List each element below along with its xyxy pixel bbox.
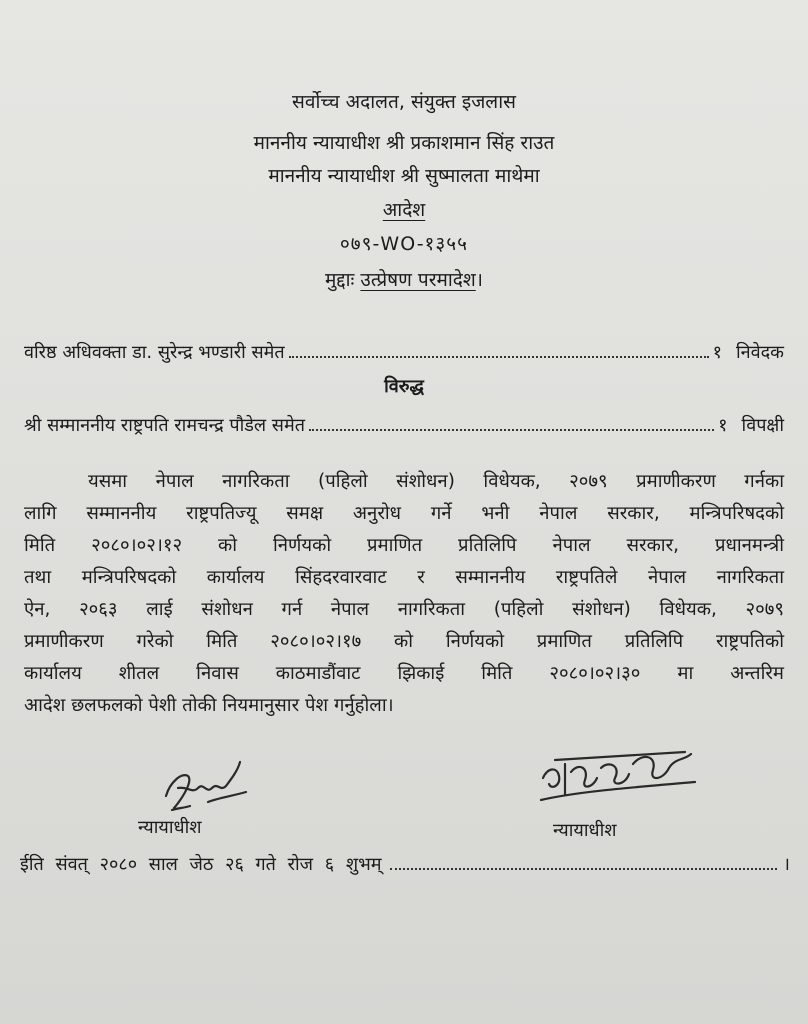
left-judge-label: न्यायाधीश bbox=[138, 817, 202, 838]
body-line: मिति २०८०।०२।१२ को निर्णयको प्रमाणित प्रतिलिपि नेपाल सरकार, प्रधानमन्त्री bbox=[24, 535, 784, 556]
subject-end: । bbox=[475, 269, 483, 291]
respondent-count: १ bbox=[718, 415, 728, 436]
respondent-role: विपक्षी bbox=[741, 415, 784, 436]
body-line: लागि सम्माननीय राष्ट्रपतिज्यू समक्ष अनुरोध गर्ने भनी नेपाल सरकार, मन्त्रिपरिषदको bbox=[24, 503, 784, 524]
body-line: प्रमाणीकरण गरेको मिति २०८०।०२।१७ को निर्णयको प्रमाणित प्रतिलिपि राष्ट्रपतिको bbox=[24, 631, 784, 652]
petitioner-role: निवेदक bbox=[735, 342, 784, 363]
petitioner-count: १ bbox=[712, 342, 722, 363]
order-title: आदेश bbox=[382, 199, 426, 221]
respondent-name: श्री सम्माननीय राष्ट्रपति रामचन्द्र पौडेल समेत bbox=[24, 415, 306, 436]
versus-label: विरुद्ध bbox=[384, 376, 424, 397]
footer-date: ईति संवत् २०८० साल जेठ २६ गते रोज ६ शुभम् bbox=[20, 854, 382, 875]
subject-line bbox=[0, 266, 808, 292]
judge-line-1: माननीय न्यायाधीश श्री प्रकाशमान सिंह राउत bbox=[253, 132, 555, 154]
right-signature-image bbox=[535, 738, 705, 814]
subject-text: उत्प्रेषण परमादेश bbox=[360, 269, 476, 291]
body-line: तथा मन्त्रिपरिषदको कार्यालय सिंहदरवारवाट र सम्माननीय राष्ट्रपतिले नेपाल नागरिकता bbox=[24, 567, 784, 588]
court-name: सर्वोच्च अदालत, संयुक्त इजलास bbox=[292, 91, 516, 113]
right-judge-label: न्यायाधीश bbox=[553, 820, 617, 841]
petitioner-name: वरिष्ठ अधिवक्ता डा. सुरेन्द्र भण्डारी समेत bbox=[24, 342, 285, 363]
footer-end: । bbox=[783, 854, 790, 875]
case-number: ०७९-WO-१३५५ bbox=[339, 233, 469, 255]
body-line: यसमा नेपाल नागरिकता (पहिलो संशोधन) विधेयक, २०७९ प्रमाणीकरण गर्नका bbox=[88, 471, 784, 492]
body-line: कार्यालय शीतल निवास काठमाडौंवाट झिकाई मिति २०८०।०२।३० मा अन्तरिम bbox=[24, 663, 784, 684]
leader-dots bbox=[289, 356, 709, 358]
footer-date-row bbox=[20, 852, 790, 876]
subject-label: मुद्दाः bbox=[325, 269, 355, 291]
body-line: ऐन, २०६३ लाई संशोधन गर्न नेपाल नागरिकता (पहिलो संशोधन) विधेयक, २०७९ bbox=[24, 599, 784, 620]
body-line: आदेश छलफलको पेशी तोकी नियमानुसार पेश गर्नुहोला। bbox=[24, 695, 394, 716]
order-body bbox=[24, 466, 784, 722]
leader-dots bbox=[309, 429, 714, 431]
judge-line-2: माननीय न्यायाधीश श्री सुष्मालता माथेमा bbox=[268, 165, 540, 187]
leader-dots bbox=[390, 868, 778, 870]
petitioner-row bbox=[24, 340, 784, 364]
left-signature-image bbox=[148, 752, 258, 824]
respondent-row bbox=[24, 413, 784, 437]
